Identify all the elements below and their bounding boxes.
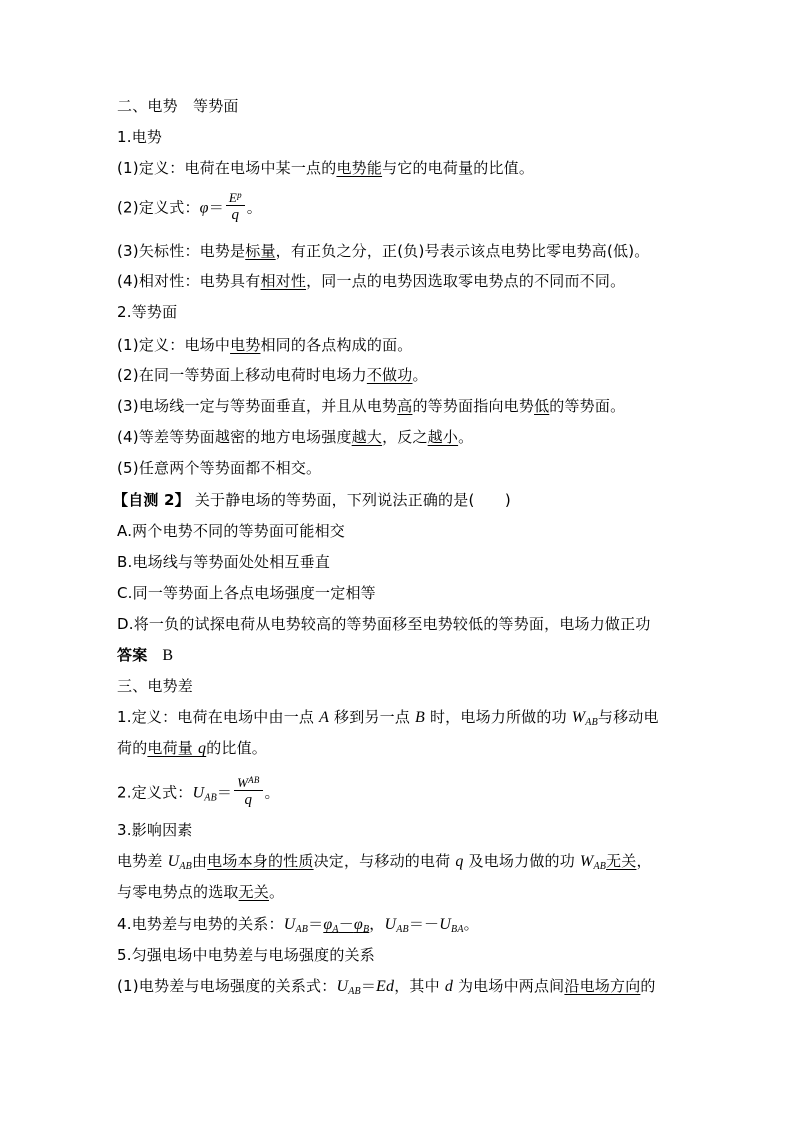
section-heading-potential: 二、电势 等势面 xyxy=(117,97,239,115)
text: (1)定义：电场中 xyxy=(117,336,231,354)
denominator: q xyxy=(231,207,240,223)
blank-answer: 电场本身的性质 xyxy=(207,852,314,870)
subheading-equipotential: 2.等势面 xyxy=(117,303,178,321)
text: (2)定义式： xyxy=(117,198,200,217)
blank-answer: 标量 xyxy=(245,242,276,260)
potential-formula xyxy=(117,190,262,226)
text: 。 xyxy=(458,428,474,446)
potential-difference-formula: 2.定义式：$U_{AB}=$ $\frac{W^{AB}}{q}$ 。 xyxy=(117,775,280,808)
blank-answer: 沿电场方向 xyxy=(564,977,641,995)
quiz-question-text: 关于静电场的等势面，下列说法正确的是( ) xyxy=(189,491,511,509)
equals: ＝ xyxy=(208,198,224,217)
quiz-option-c: C.同一等势面上各点电场强度一定相等 xyxy=(117,584,376,602)
answer-value: B xyxy=(162,647,174,664)
equipotential-density xyxy=(117,427,473,447)
quiz-question xyxy=(113,490,511,510)
potential-difference-definition: 1.定义：电荷在电场中由一点 A 移到另一点 B 时，电场力所做的功 $W_{AB}$与移动电 xyxy=(117,708,659,728)
blank-answer: 无关 xyxy=(606,852,637,870)
blank-answer: 电势能 xyxy=(336,159,383,177)
potential-relation: 4.电势差与电势的关系：$U_{AB}=\varphi_A-\varphi_B$，$U_{AB}=-U_{BA}$。 xyxy=(117,915,479,935)
answer-label: 答案 xyxy=(117,646,148,664)
text: 的等势面指向电势 xyxy=(412,397,535,415)
text: 与它的电荷量的比值。 xyxy=(382,159,535,177)
subheading-potential: 1.电势 xyxy=(117,128,163,146)
symbol-phi: φ xyxy=(199,199,209,217)
factors-line-1: 电势差 $U_{AB}$由电场本身的性质决定，与移动的电荷 q 及电场力做的功 $W_{AB}$无关， xyxy=(117,852,652,872)
text: ，有正负之分，正(负)号表示该点电势比零电势高(低)。 xyxy=(275,242,650,260)
fraction: $\frac{W^{AB}}{q}$ xyxy=(234,773,262,809)
potential-definition xyxy=(117,158,534,178)
blank-answer: 不做功 xyxy=(366,366,413,384)
text: 。 xyxy=(412,366,428,384)
text: 相同的各点构成的面。 xyxy=(260,336,413,354)
text: (3)矢标性：电势是 xyxy=(117,242,246,260)
blank-answer: 电荷量 q xyxy=(147,739,207,757)
blank-answer: $\varphi_A-\varphi_B$ xyxy=(323,915,370,935)
equipotential-perpendicular xyxy=(117,396,625,416)
quiz-option-d: D.将一负的试探电荷从电势较高的等势面移至电势较低的等势面，电场力做正功 xyxy=(117,615,651,633)
text: (3)电场线一定与等势面垂直，并且从电势 xyxy=(117,397,398,415)
blank-answer: 高 xyxy=(397,397,413,415)
potential-difference-definition-cont: 荷的电荷量 q的比值。 xyxy=(117,739,267,757)
potential-scalar xyxy=(117,241,649,261)
text: ，同一点的电势因选取零电势点的不同而不同。 xyxy=(306,272,626,290)
text: 的等势面。 xyxy=(549,397,626,415)
numerator: $E^p$ xyxy=(226,188,245,206)
section-heading-potential-difference: 三、电势差 xyxy=(117,677,194,695)
quiz-tag: 【自测 2】 xyxy=(113,491,190,509)
text: (2)在同一等势面上移动电荷时电场力 xyxy=(117,366,367,384)
quiz-option-b: B.电场线与等势面处处相互垂直 xyxy=(117,553,331,571)
blank-answer: 越大 xyxy=(351,428,383,446)
text: (4)等差等势面越密的地方电场强度 xyxy=(117,428,352,446)
potential-relativity xyxy=(117,271,625,291)
quiz-option-a: A.两个电势不同的等势面可能相交 xyxy=(117,522,345,540)
factors-line-2: 与零电势点的选取无关。 xyxy=(117,883,285,901)
text: (1)定义：电荷在电场中某一点的 xyxy=(117,159,337,177)
fraction xyxy=(226,188,245,224)
blank-answer: 电势 xyxy=(230,336,261,354)
quiz-answer xyxy=(117,645,173,666)
text: (4)相对性：电势具有 xyxy=(117,272,261,290)
factors-title: 3.影响因素 xyxy=(117,821,193,839)
blank-answer: 相对性 xyxy=(260,272,307,290)
blank-answer: 低 xyxy=(534,397,550,415)
uniform-field-title: 5.匀强电场中电势差与电场强度的关系 xyxy=(117,946,375,964)
equipotential-no-work xyxy=(117,365,428,385)
text: 。 xyxy=(246,198,262,217)
equipotential-no-intersect: (5)任意两个等势面都不相交。 xyxy=(117,459,322,477)
equipotential-definition xyxy=(117,335,412,355)
blank-answer: 越小 xyxy=(427,428,459,446)
blank-answer: 无关 xyxy=(238,883,270,901)
uniform-field-relation: (1)电势差与电场强度的关系式：$U_{AB}=Ed$，其中 d 为电场中两点间沿电场方向的 xyxy=(117,977,656,997)
text: ，反之 xyxy=(382,428,428,446)
